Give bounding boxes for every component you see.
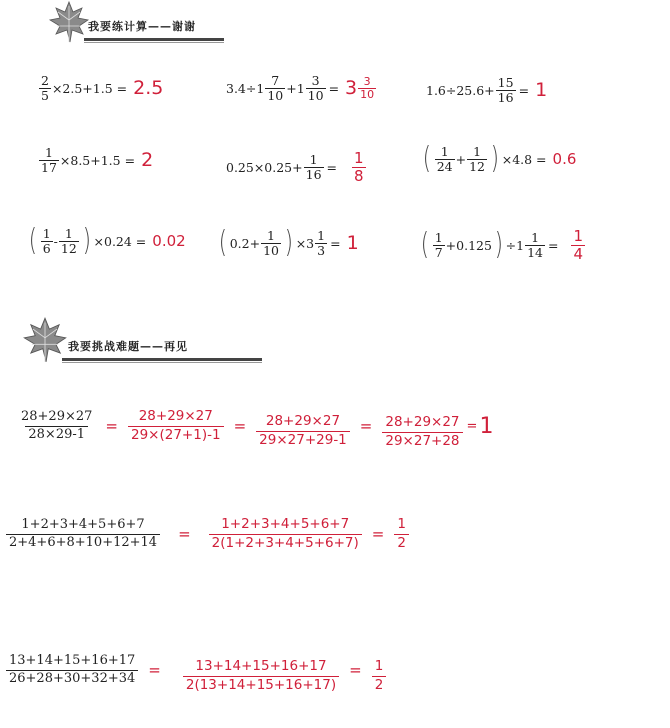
equals-sign: = bbox=[359, 417, 373, 436]
answer: 1 bbox=[346, 232, 359, 254]
right-paren: ) bbox=[284, 225, 293, 260]
expression-text: +0.125 bbox=[445, 237, 492, 253]
fraction: $\frac{3}{10}$ bbox=[307, 73, 324, 103]
right-paren: ) bbox=[82, 223, 91, 258]
answer: 1 bbox=[479, 413, 494, 439]
answer-fraction: $\frac{1}{2}$ bbox=[372, 658, 387, 694]
answer bbox=[345, 76, 377, 101]
expression-text: 0.25×0.25+ bbox=[226, 159, 303, 175]
calc-r3c3 bbox=[418, 228, 586, 262]
answer-fraction: $\frac{3}{10}$ bbox=[360, 74, 375, 101]
expression-text: 3.4÷1 bbox=[226, 80, 265, 96]
challenge-3 bbox=[6, 646, 386, 694]
step-fraction: $\frac{13+14+15+16+17}{2(13+14+15+16+17)}$ bbox=[183, 658, 339, 694]
left-paren: ( bbox=[420, 227, 429, 262]
section2-rule bbox=[62, 358, 262, 361]
calc-r2c2 bbox=[226, 150, 367, 184]
answer: 2 bbox=[141, 149, 154, 172]
fraction: $\frac{15}{16}$ bbox=[497, 75, 514, 105]
calc-r2c1 bbox=[38, 146, 153, 175]
challenge-2 bbox=[6, 516, 409, 552]
fraction: $\frac{1}{24}$ bbox=[436, 143, 453, 174]
expression-text: 0.2+ bbox=[229, 235, 261, 251]
expression-text: 1.6÷25.6+ bbox=[426, 82, 495, 98]
calc-r1c3 bbox=[426, 76, 547, 105]
answer-fraction: $\frac{1}{2}$ bbox=[394, 516, 409, 552]
fraction: $\frac{1}{17}$ bbox=[41, 145, 57, 175]
calc-r2c3 bbox=[420, 141, 577, 176]
expression-text: ×3 bbox=[295, 235, 315, 251]
section2-rule-thin bbox=[62, 362, 262, 363]
fraction: $\frac{1}{16}$ bbox=[305, 151, 322, 182]
answer: 2.5 bbox=[133, 77, 164, 100]
answer-whole: 3 bbox=[345, 77, 358, 100]
question-fraction: $\frac{13+14+15+16+17}{26+28+30+32+34}$ bbox=[6, 653, 138, 688]
calc-r3c1 bbox=[26, 223, 186, 258]
answer: 1 bbox=[535, 79, 548, 102]
equals-sign: = bbox=[178, 525, 191, 544]
fraction: $\frac{1}{10}$ bbox=[263, 227, 279, 258]
expression-text: ×2.5+1.5 = bbox=[51, 80, 128, 96]
step-fraction: $\frac{1+2+3+4+5+6+7}{2(1+2+3+4+5+6+7)}$ bbox=[209, 516, 362, 552]
fraction: $\frac{1}{12}$ bbox=[60, 225, 77, 256]
right-paren: ) bbox=[490, 141, 499, 176]
section1-rule-thin bbox=[84, 42, 224, 43]
step-fraction: $\frac{28+29\times 27}{29\times(27+1)-1}$ bbox=[128, 408, 224, 444]
answer: 0.6 bbox=[552, 150, 577, 168]
fraction: $\frac{2}{5}$ bbox=[41, 73, 49, 103]
expression-text: ×4.8 = bbox=[501, 151, 547, 167]
calc-r1c1 bbox=[38, 74, 163, 103]
expression-text: +1 bbox=[286, 80, 305, 96]
right-paren: ) bbox=[494, 227, 503, 262]
left-paren: ( bbox=[218, 225, 227, 260]
equals-sign: = bbox=[328, 80, 340, 96]
equals-sign: = bbox=[233, 417, 247, 436]
section1-title: 我要练计算——谢谢 bbox=[88, 20, 196, 33]
fraction: $\frac{1}{3}$ bbox=[317, 227, 326, 258]
expression-text: ×8.5+1.5 = bbox=[59, 152, 136, 168]
left-paren: ( bbox=[422, 141, 431, 176]
answer-fraction: $\frac{1}{4}$ bbox=[573, 227, 584, 263]
equals-sign: = bbox=[371, 525, 385, 544]
fraction: $\frac{1}{6}$ bbox=[42, 225, 51, 256]
equals-sign: = bbox=[105, 417, 118, 436]
challenge-1 bbox=[18, 402, 493, 450]
answer bbox=[351, 150, 367, 184]
equals-sign: = bbox=[466, 418, 478, 434]
question-fraction: $\frac{28+29\times 27}{28\times 29-1}$ bbox=[21, 408, 93, 442]
left-paren: ( bbox=[28, 223, 37, 258]
expression-text: ÷1 bbox=[505, 237, 525, 253]
section2-title: 我要挑战难题——再见 bbox=[68, 340, 188, 353]
fraction: $\frac{1}{14}$ bbox=[527, 229, 543, 260]
equals-sign: = bbox=[518, 82, 530, 98]
maple-leaf-icon bbox=[22, 316, 68, 364]
calc-r3c2 bbox=[216, 225, 359, 260]
equals-sign: = bbox=[349, 661, 362, 680]
step-fraction: $\frac{28+29\times 27}{29\times 27+28}$ bbox=[382, 414, 462, 450]
fraction: $\frac{1}{12}$ bbox=[469, 143, 486, 174]
equals-sign: = bbox=[548, 237, 559, 253]
equals-sign: = bbox=[148, 661, 161, 680]
minus-sign: - bbox=[53, 233, 58, 249]
section1-header bbox=[48, 6, 238, 36]
answer bbox=[570, 228, 586, 262]
calc-r1c2 bbox=[226, 74, 377, 103]
question-fraction: $\frac{1+2+3+4+5+6+7}{2+4+6+8+10+12+14}$ bbox=[6, 517, 160, 552]
answer: 0.02 bbox=[152, 232, 186, 250]
equals-sign: = bbox=[330, 235, 341, 251]
section1-rule bbox=[84, 38, 224, 41]
expression-text: ×0.24 = bbox=[93, 233, 147, 249]
plus-sign: + bbox=[455, 151, 467, 167]
section2-header bbox=[22, 328, 282, 358]
fraction: $\frac{1}{7}$ bbox=[434, 229, 443, 260]
fraction: $\frac{7}{10}$ bbox=[267, 73, 284, 103]
answer-fraction: $\frac{1}{8}$ bbox=[354, 149, 364, 185]
step-fraction: $\frac{28+29\times 27}{29\times 27+29-1}$ bbox=[256, 413, 350, 449]
equals-sign: = bbox=[326, 159, 338, 175]
